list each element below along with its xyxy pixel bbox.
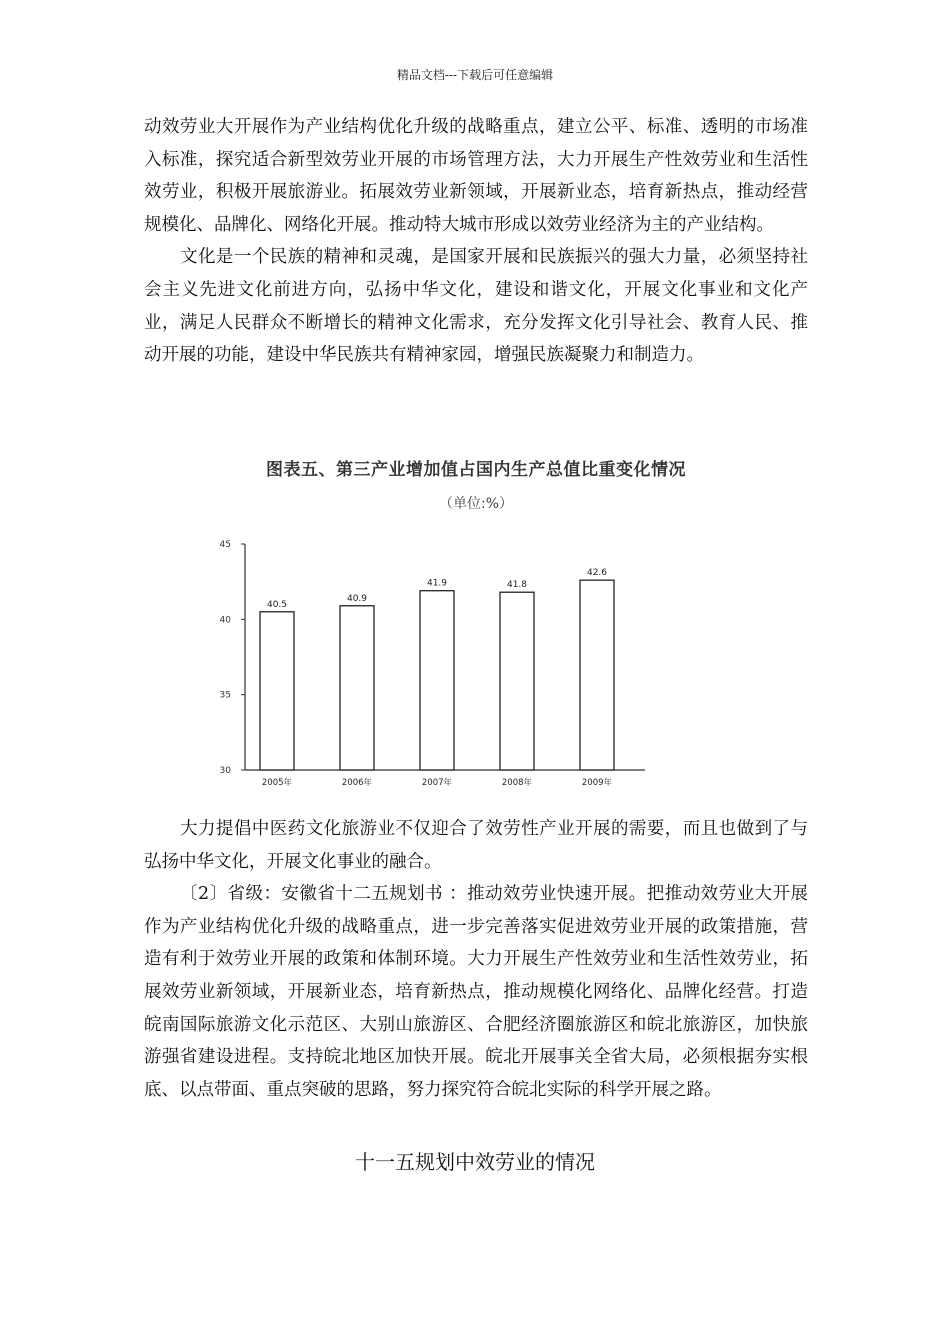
x-tick-label: 2008年	[501, 778, 533, 788]
bar	[340, 606, 374, 770]
chart-title: 图表五、第三产业增加值占国内生产总值比重变化情况	[266, 460, 686, 480]
x-tick-label: 2006年	[341, 778, 373, 788]
bar	[500, 592, 534, 770]
bar-chart	[200, 530, 650, 800]
text-block-bottom	[144, 813, 808, 1106]
bar	[580, 580, 614, 770]
y-tick-label: 40	[219, 615, 231, 626]
section-title: 十一五规划中效劳业的情况	[355, 1150, 595, 1174]
x-tick-label: 2005年	[261, 778, 293, 788]
x-tick-label: 2007年	[421, 778, 453, 788]
y-tick-label: 30	[219, 766, 231, 776]
data-label: 42.6	[586, 568, 608, 579]
data-label: 41.9	[426, 578, 448, 589]
y-tick-label: 35	[219, 690, 231, 701]
bar	[420, 591, 454, 770]
data-label: 41.8	[506, 580, 528, 591]
data-label: 40.9	[346, 593, 368, 604]
paragraph-3: 大力提倡中医药文化旅游业不仅迎合了效劳性产业开展的需要，而且也做到了与弘扬中华文化，开展文化事业的融合。	[144, 819, 808, 872]
paragraph-2: 文化是一个民族的精神和灵魂，是国家开展和民族振兴的强大力量，必须坚持社会主义先进文化前进方向，弘扬中华文化，建设和谐文化，开展文化事业和文化产业，满足人民群众不断增长的精神文化需求，充分发挥文化引导社会、教育人民、推动开展的功能，建设中华民族共有精神家园，增强民族凝聚力和制造力。	[144, 247, 808, 366]
paragraph-1: 动效劳业大开展作为产业结构优化升级的战略重点，建立公平、标准、透明的市场准入标准，探究适合新型效劳业开展的市场管理方法，大力开展生产性效劳业和生活性效劳业，积极开展旅游业。拓展效劳业新领域，开展新业态，培育新热点，推动经营规模化、品牌化、网络化开展。推动特大城市形成以效劳业经济为主的产业结构。	[144, 117, 808, 235]
paragraph-4: 〔2〕省级：安徽省十二五规划书 ：推动效劳业快速开展。把推动效劳业大开展作为产业结构优化升级的战略重点，进一步完善落实促进效劳业开展的政策措施，营造有利于效劳业开展的政策和体制环境。大力开展生产性效劳业和生活性效劳业，拓展效劳业新领域，开展新业态，培育新热点，推动规模化网络化、品牌化经营。打造皖南国际旅游文化示范区、大别山旅游区、合肥经济圈旅游区和皖北旅游区，加快旅游强省建设进程。支持皖北地区加快开展。皖北开展事关全省大局，必须根据夯实根底、以点带面、重点突破的思路，努力探究符合皖北实际的科学开展之路。	[144, 884, 808, 1100]
y-tick-label: 45	[219, 540, 231, 550]
data-label: 40.5	[266, 599, 288, 610]
page-header: 精品文档---下载后可任意编辑	[396, 68, 554, 82]
chart-unit: （单位:%）	[438, 496, 514, 512]
x-tick-label: 2009年	[581, 778, 613, 788]
bar	[260, 612, 294, 770]
text-block-top	[144, 111, 808, 372]
